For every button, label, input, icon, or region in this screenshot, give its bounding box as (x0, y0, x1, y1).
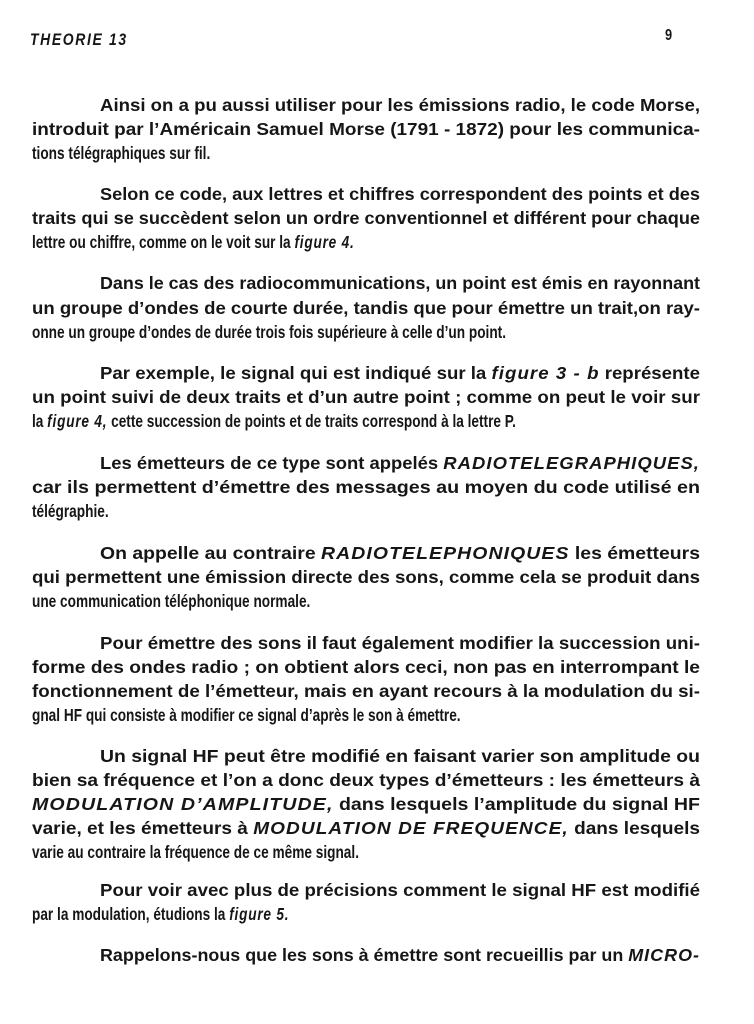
text-line (100, 183, 700, 205)
text-line (100, 452, 700, 474)
text-run: télégraphie. (32, 501, 109, 521)
text-run: Dans le cas des radiocommunications, un point est émis en rayonnant (100, 273, 700, 293)
page-number: 9 (665, 27, 673, 44)
text-run: On appelle au contraire (100, 543, 322, 563)
text-run: tions télégraphiques sur fil. (32, 143, 211, 163)
text-run: Rappelons-nous que les sons à émettre sont recueillis par un (100, 945, 629, 965)
emphasized-text: MICRO- (628, 945, 700, 965)
text-run: forme des ondes radio ; on obtient alors ceci, non pas en interrompant le (32, 657, 700, 677)
text-line (100, 632, 700, 654)
text-line (100, 542, 700, 564)
text-line (100, 944, 700, 966)
text-run: Par exemple, le signal qui est indiqué sur la (100, 363, 492, 383)
text-line (32, 590, 310, 612)
text-run: dans lesquels l’amplitude du signal HF (333, 794, 700, 814)
text-line (32, 386, 700, 408)
emphasized-text: figure 4. (294, 232, 355, 252)
text-run: lettre ou chiffre, comme on le voit sur la (32, 232, 295, 252)
text-run: bien sa fréquence et l’on a donc deux types d’émetteurs : les émetteurs à (32, 770, 700, 790)
text-line (32, 118, 700, 140)
text-line (32, 321, 506, 343)
text-line (32, 793, 700, 815)
text-run: Ainsi on a pu aussi utiliser pour les émissions radio, le code Morse, (100, 95, 700, 115)
text-line (100, 94, 700, 116)
text-line (32, 841, 359, 863)
text-line (100, 272, 700, 294)
text-line (100, 879, 700, 901)
text-run: cette succession de points et de traits correspond à la lettre P. (107, 411, 516, 431)
text-run: un groupe d’ondes de courte durée, tandis que pour émettre un trait,on ray- (32, 298, 700, 318)
text-line (32, 680, 700, 702)
text-line (32, 476, 700, 498)
text-run: dans lesquels (568, 818, 700, 838)
text-run: une communication téléphonique normale. (32, 591, 311, 611)
text-line (32, 142, 210, 164)
emphasized-text: MODULATION DE FREQUENCE, (253, 818, 569, 838)
text-run: Un signal HF peut être modifié en faisant varier son amplitude ou (100, 746, 700, 766)
text-line (32, 903, 289, 925)
text-run: Les émetteurs de ce type sont appelés (100, 453, 444, 473)
text-run: les émetteurs (569, 543, 700, 563)
emphasized-text: figure 5. (229, 904, 290, 924)
text-run: varie, et les émetteurs à (32, 818, 254, 838)
text-run: traits qui se succèdent selon un ordre conventionnel et différent pour chaque (32, 208, 700, 228)
text-line (32, 297, 700, 319)
text-line (100, 745, 700, 767)
emphasized-text: RADIOTELEPHONIQUES (321, 543, 570, 563)
text-line (32, 410, 516, 432)
text-run: varie au contraire la fréquence de ce même signal. (32, 842, 359, 862)
emphasized-text: figure 3 - b (491, 363, 600, 383)
text-line (32, 566, 700, 588)
text-line (32, 500, 109, 522)
chapter-header: THEORIE 13 (30, 30, 128, 49)
text-line (32, 769, 700, 791)
text-run: un point suivi de deux traits et d’un autre point ; comme on peut le voir sur (32, 387, 700, 407)
text-run: Pour voir avec plus de précisions comment le signal HF est modifié (100, 880, 700, 900)
text-run: gnal HF qui consiste à modifier ce signal d’après le son à émettre. (32, 705, 461, 725)
text-line (32, 704, 461, 726)
text-line (32, 817, 700, 839)
text-line (32, 207, 700, 229)
text-line (32, 231, 355, 253)
text-run: Pour émettre des sons il faut également modifier la succession uni- (100, 633, 701, 653)
emphasized-text: figure 4, (47, 411, 108, 431)
text-line (32, 656, 700, 678)
text-run: la (32, 411, 48, 431)
text-run: fonctionnement de l’émetteur, mais en ayant recours à la modulation du si- (32, 681, 700, 701)
text-run: Selon ce code, aux lettres et chiffres correspondent des points et des (100, 184, 700, 204)
text-run: car ils permettent d’émettre des messages au moyen du code utilisé en (32, 477, 700, 497)
text-run: représente (599, 363, 700, 383)
text-run: par la modulation, étudions la (32, 904, 230, 924)
emphasized-text: MODULATION D’AMPLITUDE, (32, 794, 334, 814)
text-run: introduit par l’Américain Samuel Morse (1791 - 1872) pour les communica- (32, 119, 700, 139)
text-line (100, 362, 700, 384)
emphasized-text: RADIOTELEGRAPHIQUES, (443, 453, 700, 473)
text-run: qui permettent une émission directe des sons, comme cela se produit dans (32, 567, 700, 587)
text-run: onne un groupe d’ondes de durée trois fois supérieure à celle d’un point. (32, 322, 507, 342)
